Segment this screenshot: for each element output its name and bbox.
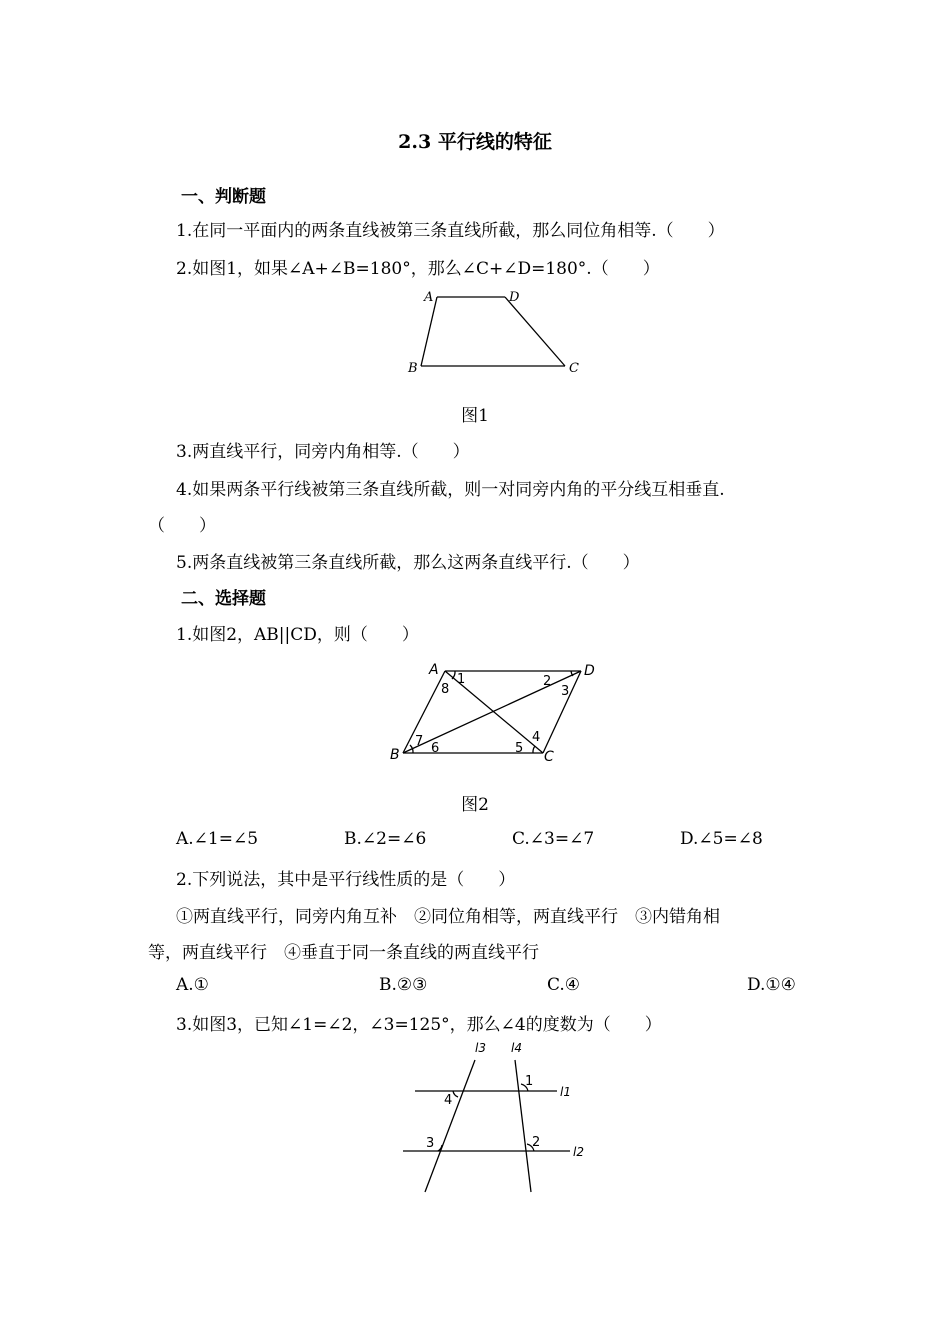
- point-c-label: C: [544, 749, 554, 765]
- angle-2-label: 2: [543, 674, 552, 689]
- q2-1-option-a: A.∠1=∠5: [176, 829, 259, 849]
- segment-ab: [421, 297, 437, 366]
- angle-5-label: 5: [515, 741, 524, 756]
- q2-2-option-d: D.①④: [747, 975, 796, 995]
- figure-2-caption: 图2: [461, 795, 489, 815]
- question-1-2: 2.如图1，如果∠A+∠B=180°，那么∠C+∠D=180°.（ ）: [176, 259, 660, 279]
- angle-6-label: 6: [431, 741, 440, 756]
- question-1-4-continued: （ ）: [148, 516, 216, 536]
- angle-2-label: 2: [532, 1135, 541, 1150]
- question-1-3: 3.两直线平行，同旁内角相等.（ ）: [176, 442, 470, 462]
- section-heading-true-false: 一、判断题: [181, 187, 266, 207]
- angle-arc: [533, 746, 535, 753]
- question-1-1: 1.在同一平面内的两条直线被第三条直线所截，那么同位角相等.（ ）: [176, 221, 725, 241]
- angle-arc: [453, 1091, 458, 1097]
- angle-arc: [452, 671, 455, 679]
- point-a-label: A: [429, 662, 439, 678]
- figure-3: [395, 1040, 605, 1200]
- line-l3-label: l3: [475, 1041, 486, 1055]
- angle-8-label: 8: [441, 682, 450, 697]
- point-d-label: D: [509, 290, 520, 305]
- angle-4-label: 4: [444, 1093, 453, 1108]
- angle-1-label: 1: [525, 1074, 534, 1089]
- figure-2: [385, 655, 605, 770]
- angle-3-label: 3: [426, 1136, 435, 1151]
- question-2-2-statements-continued: 等，两直线平行 ④垂直于同一条直线的两直线平行: [148, 943, 539, 963]
- lines-figure: [403, 1060, 570, 1192]
- question-2-1: 1.如图2，AB||CD，则（ ）: [176, 625, 419, 645]
- line-l2-label: l2: [573, 1145, 584, 1159]
- parallelogram-shape: [403, 671, 581, 753]
- q2-2-option-c: C.④: [547, 975, 581, 995]
- angle-3-label: 3: [561, 684, 570, 699]
- point-c-label: C: [569, 361, 579, 376]
- q2-2-option-a: A.①: [176, 975, 209, 995]
- point-b-label: B: [408, 361, 418, 376]
- q2-1-option-c: C.∠3=∠7: [512, 829, 595, 849]
- section-heading-multiple-choice: 二、选择题: [181, 589, 266, 609]
- page-title: 2.3 平行线的特征: [398, 131, 552, 153]
- line-l3: [425, 1060, 475, 1192]
- point-b-label: B: [390, 747, 400, 763]
- question-1-4: 4.如果两条平行线被第三条直线所截，则一对同旁内角的平分线互相垂直.: [176, 480, 725, 500]
- figure-1-caption: 图1: [461, 406, 489, 426]
- line-l4-label: l4: [511, 1041, 522, 1055]
- question-1-5: 5.两条直线被第三条直线所截，那么这两条直线平行.（ ）: [176, 553, 640, 573]
- question-2-3: 3.如图3，已知∠1=∠2，∠3=125°，那么∠4的度数为（ ）: [176, 1015, 662, 1035]
- line-l1-label: l1: [560, 1085, 571, 1099]
- trapezoid-shape: [421, 297, 565, 366]
- angle-1-label: 1: [457, 672, 466, 687]
- question-2-2-statements: ①两直线平行，同旁内角互补 ②同位角相等，两直线平行 ③内错角相: [176, 907, 720, 927]
- point-a-label: A: [424, 290, 434, 305]
- figure-1: [400, 285, 590, 380]
- q2-2-option-b: B.②③: [379, 975, 428, 995]
- diagonal-bd: [403, 671, 581, 753]
- q2-1-option-b: B.∠2=∠6: [344, 829, 427, 849]
- point-d-label: D: [584, 663, 595, 679]
- q2-1-option-d: D.∠5=∠8: [680, 829, 763, 849]
- angle-4-label: 4: [532, 730, 541, 745]
- segment-dc: [505, 297, 565, 366]
- angle-7-label: 7: [415, 734, 424, 749]
- question-2-2: 2.下列说法，其中是平行线性质的是（ ）: [176, 870, 516, 890]
